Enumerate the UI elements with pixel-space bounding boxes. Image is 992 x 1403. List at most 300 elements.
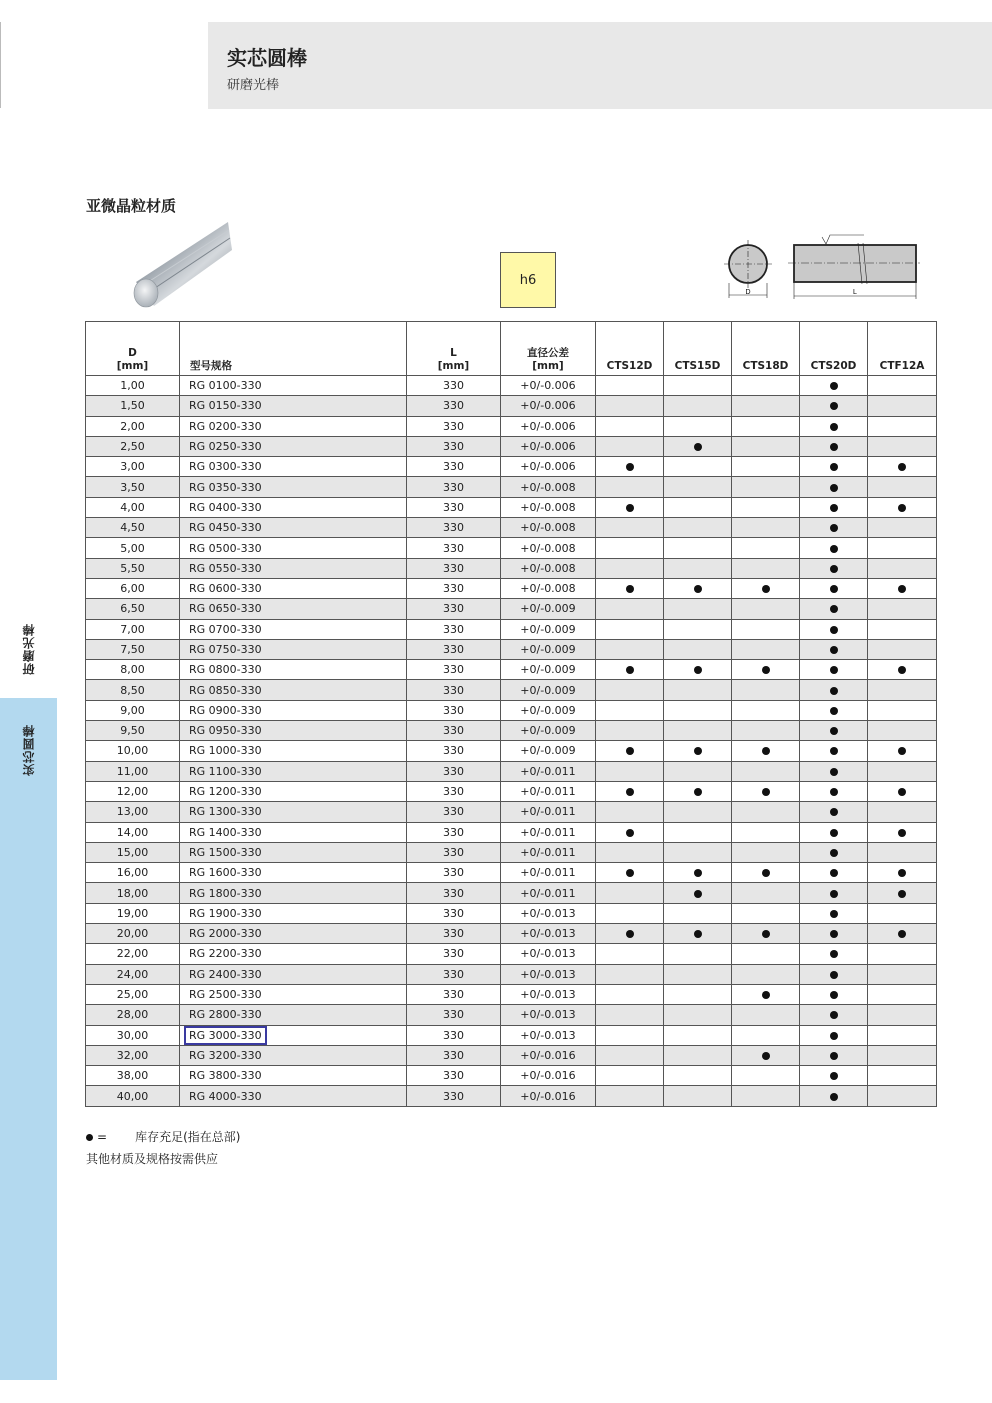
cell-diameter: 6,50 bbox=[86, 599, 180, 619]
model-number: RG 0950-330 bbox=[189, 724, 262, 738]
cell-model bbox=[180, 1086, 407, 1106]
table-row bbox=[86, 578, 937, 598]
cell-tolerance: +0/-0.013 bbox=[501, 903, 596, 923]
table-row bbox=[86, 436, 937, 456]
cell-grade-availability bbox=[732, 964, 800, 984]
cell-length: 330 bbox=[407, 1066, 501, 1086]
stock-dot-icon bbox=[830, 788, 838, 796]
cell-grade-availability bbox=[800, 1066, 868, 1086]
cell-grade-availability bbox=[868, 863, 937, 883]
cell-model bbox=[180, 660, 407, 680]
cell-grade-availability bbox=[800, 376, 868, 396]
model-number: RG 2200-330 bbox=[189, 947, 262, 961]
cell-tolerance: +0/-0.016 bbox=[501, 1086, 596, 1106]
stock-dot-icon bbox=[830, 524, 838, 532]
cell-diameter: 19,00 bbox=[86, 903, 180, 923]
stock-dot-icon bbox=[898, 829, 906, 837]
cell-tolerance: +0/-0.009 bbox=[501, 639, 596, 659]
cell-diameter: 14,00 bbox=[86, 822, 180, 842]
cell-tolerance: +0/-0.009 bbox=[501, 680, 596, 700]
cell-grade-availability bbox=[868, 1005, 937, 1025]
cell-grade-availability bbox=[800, 944, 868, 964]
table-row bbox=[86, 599, 937, 619]
cell-length: 330 bbox=[407, 964, 501, 984]
cell-grade-availability bbox=[800, 1086, 868, 1106]
cell-grade-availability bbox=[664, 416, 732, 436]
cell-tolerance: +0/-0.009 bbox=[501, 660, 596, 680]
table-row bbox=[86, 1025, 937, 1045]
cell-grade-availability bbox=[800, 700, 868, 720]
cell-grade-availability bbox=[800, 984, 868, 1004]
tolerance-class-box bbox=[500, 252, 556, 308]
cell-length: 330 bbox=[407, 863, 501, 883]
cell-grade-availability bbox=[800, 599, 868, 619]
cell-tolerance: +0/-0.008 bbox=[501, 477, 596, 497]
cell-model bbox=[180, 518, 407, 538]
sidebar-tab-grinding-rod[interactable] bbox=[0, 600, 57, 698]
cell-grade-availability bbox=[868, 883, 937, 903]
cell-tolerance: +0/-0.006 bbox=[501, 436, 596, 456]
cell-grade-availability bbox=[732, 761, 800, 781]
cell-model bbox=[180, 842, 407, 862]
stock-dot-icon bbox=[694, 890, 702, 898]
cell-grade-availability bbox=[868, 639, 937, 659]
table-row bbox=[86, 457, 937, 477]
cell-grade-availability bbox=[800, 822, 868, 842]
cell-grade-availability bbox=[664, 924, 732, 944]
cell-tolerance: +0/-0.008 bbox=[501, 558, 596, 578]
cell-grade-availability bbox=[800, 660, 868, 680]
model-number: RG 2500-330 bbox=[189, 988, 262, 1002]
diameter-dim-label: D bbox=[745, 289, 751, 296]
cell-diameter: 20,00 bbox=[86, 924, 180, 944]
cell-grade-availability bbox=[868, 822, 937, 842]
stock-dot-icon bbox=[626, 747, 634, 755]
stock-dot-icon bbox=[830, 1072, 838, 1080]
cell-grade-availability bbox=[596, 639, 664, 659]
cell-model bbox=[180, 1005, 407, 1025]
cell-grade-availability bbox=[596, 376, 664, 396]
cell-grade-availability bbox=[664, 518, 732, 538]
model-number: RG 0800-330 bbox=[189, 663, 262, 677]
stock-dot-icon bbox=[830, 890, 838, 898]
cell-diameter: 5,50 bbox=[86, 558, 180, 578]
cell-diameter: 30,00 bbox=[86, 1025, 180, 1045]
cell-diameter: 40,00 bbox=[86, 1086, 180, 1106]
cell-model bbox=[180, 903, 407, 923]
cell-grade-availability bbox=[664, 497, 732, 517]
cell-grade-availability bbox=[732, 1025, 800, 1045]
cell-grade-availability bbox=[868, 416, 937, 436]
cell-grade-availability bbox=[732, 497, 800, 517]
cell-grade-availability bbox=[868, 436, 937, 456]
cell-diameter: 2,50 bbox=[86, 436, 180, 456]
cell-grade-availability bbox=[596, 416, 664, 436]
cell-grade-availability bbox=[596, 518, 664, 538]
cell-tolerance: +0/-0.009 bbox=[501, 721, 596, 741]
cell-tolerance: +0/-0.013 bbox=[501, 964, 596, 984]
cell-grade-availability bbox=[596, 842, 664, 862]
table-row bbox=[86, 842, 937, 862]
model-number: RG 0300-330 bbox=[189, 460, 262, 474]
cell-grade-availability bbox=[732, 944, 800, 964]
table-row bbox=[86, 619, 937, 639]
cell-tolerance: +0/-0.011 bbox=[501, 781, 596, 801]
cell-tolerance: +0/-0.006 bbox=[501, 457, 596, 477]
page-header bbox=[208, 22, 992, 109]
cell-tolerance: +0/-0.008 bbox=[501, 518, 596, 538]
table-row bbox=[86, 863, 937, 883]
cell-length: 330 bbox=[407, 619, 501, 639]
table-row bbox=[86, 822, 937, 842]
cell-length: 330 bbox=[407, 802, 501, 822]
stock-dot-icon bbox=[762, 585, 770, 593]
stock-dot-icon bbox=[898, 585, 906, 593]
cell-grade-availability bbox=[732, 416, 800, 436]
cell-grade-availability bbox=[868, 538, 937, 558]
cell-grade-availability bbox=[596, 822, 664, 842]
table-row bbox=[86, 741, 937, 761]
cell-length: 330 bbox=[407, 518, 501, 538]
cell-grade-availability bbox=[596, 863, 664, 883]
cell-tolerance: +0/-0.009 bbox=[501, 741, 596, 761]
table-row bbox=[86, 416, 937, 436]
cell-model bbox=[180, 924, 407, 944]
model-number: RG 1300-330 bbox=[189, 805, 262, 819]
stock-dot-icon bbox=[830, 646, 838, 654]
cell-grade-availability bbox=[664, 863, 732, 883]
cell-model bbox=[180, 578, 407, 598]
cell-diameter: 7,00 bbox=[86, 619, 180, 639]
cell-model bbox=[180, 822, 407, 842]
cell-grade-availability bbox=[596, 477, 664, 497]
cell-diameter: 24,00 bbox=[86, 964, 180, 984]
cell-tolerance: +0/-0.013 bbox=[501, 924, 596, 944]
cell-diameter: 9,50 bbox=[86, 721, 180, 741]
stock-dot-icon bbox=[898, 788, 906, 796]
stock-dot-icon bbox=[830, 626, 838, 634]
cell-grade-availability bbox=[732, 924, 800, 944]
cell-grade-availability bbox=[868, 599, 937, 619]
cell-model bbox=[180, 1045, 407, 1065]
cell-grade-availability bbox=[596, 1025, 664, 1045]
stock-dot-icon bbox=[898, 666, 906, 674]
model-number: RG 0550-330 bbox=[189, 561, 262, 575]
cell-grade-availability bbox=[868, 842, 937, 862]
cell-grade-availability bbox=[800, 416, 868, 436]
cell-grade-availability bbox=[664, 578, 732, 598]
cell-grade-availability bbox=[732, 639, 800, 659]
stock-dot-icon bbox=[830, 605, 838, 613]
cell-grade-availability bbox=[732, 842, 800, 862]
cell-grade-availability bbox=[800, 741, 868, 761]
model-number: RG 0150-330 bbox=[189, 399, 262, 413]
stock-dot-icon bbox=[694, 747, 702, 755]
cell-grade-availability bbox=[868, 497, 937, 517]
col-header-length: L [mm] bbox=[407, 322, 501, 376]
model-number: RG 0200-330 bbox=[189, 419, 262, 433]
cell-grade-availability bbox=[732, 376, 800, 396]
cell-length: 330 bbox=[407, 416, 501, 436]
model-number: RG 1500-330 bbox=[189, 845, 262, 859]
cell-length: 330 bbox=[407, 497, 501, 517]
cell-grade-availability bbox=[664, 538, 732, 558]
table-row bbox=[86, 1066, 937, 1086]
cell-grade-availability bbox=[800, 883, 868, 903]
stock-dot-icon bbox=[830, 727, 838, 735]
cell-grade-availability bbox=[664, 903, 732, 923]
cell-grade-availability bbox=[732, 558, 800, 578]
cell-diameter: 10,00 bbox=[86, 741, 180, 761]
cell-length: 330 bbox=[407, 781, 501, 801]
model-number: RG 1000-330 bbox=[189, 744, 262, 758]
cell-grade-availability bbox=[732, 984, 800, 1004]
cell-length: 330 bbox=[407, 761, 501, 781]
model-number: RG 1800-330 bbox=[189, 886, 262, 900]
model-number: RG 1900-330 bbox=[189, 906, 262, 920]
cell-diameter: 8,00 bbox=[86, 660, 180, 680]
cell-grade-availability bbox=[868, 721, 937, 741]
cell-diameter: 9,00 bbox=[86, 700, 180, 720]
sidebar bbox=[0, 600, 57, 1380]
stock-dot-icon bbox=[830, 808, 838, 816]
cell-grade-availability bbox=[596, 984, 664, 1004]
cell-grade-availability bbox=[800, 903, 868, 923]
cell-grade-availability bbox=[732, 1066, 800, 1086]
cell-tolerance: +0/-0.009 bbox=[501, 619, 596, 639]
table-row bbox=[86, 1086, 937, 1106]
model-number: RG 0900-330 bbox=[189, 703, 262, 717]
cell-grade-availability bbox=[664, 639, 732, 659]
cell-length: 330 bbox=[407, 1005, 501, 1025]
cell-grade-availability bbox=[800, 863, 868, 883]
cell-grade-availability bbox=[732, 1086, 800, 1106]
cell-grade-availability bbox=[732, 518, 800, 538]
model-number: RG 0750-330 bbox=[189, 643, 262, 656]
stock-dot-icon bbox=[830, 971, 838, 979]
table-header-row bbox=[86, 322, 937, 376]
stock-dot-icon bbox=[830, 484, 838, 492]
sidebar-tab-solid-rod[interactable] bbox=[0, 698, 57, 1380]
cell-grade-availability bbox=[732, 599, 800, 619]
cell-grade-availability bbox=[664, 1086, 732, 1106]
model-number: RG 1600-330 bbox=[189, 866, 262, 880]
cell-grade-availability bbox=[664, 741, 732, 761]
model-number: RG 0400-330 bbox=[189, 500, 262, 514]
cell-diameter: 6,00 bbox=[86, 578, 180, 598]
page-subtitle: 研磨光棒 bbox=[227, 78, 280, 93]
cell-tolerance: +0/-0.013 bbox=[501, 984, 596, 1004]
cell-diameter: 11,00 bbox=[86, 761, 180, 781]
cell-grade-availability bbox=[596, 436, 664, 456]
cell-grade-availability bbox=[596, 1005, 664, 1025]
cell-length: 330 bbox=[407, 660, 501, 680]
cell-length: 330 bbox=[407, 639, 501, 659]
cell-grade-availability bbox=[800, 721, 868, 741]
cell-tolerance: +0/-0.011 bbox=[501, 863, 596, 883]
stock-dot-icon bbox=[694, 869, 702, 877]
cell-grade-availability bbox=[664, 761, 732, 781]
cell-grade-availability bbox=[596, 619, 664, 639]
col-header-cts20d: CTS20D bbox=[800, 322, 868, 376]
cell-diameter: 38,00 bbox=[86, 1066, 180, 1086]
cell-grade-availability bbox=[800, 964, 868, 984]
stock-dot-icon bbox=[694, 666, 702, 674]
stock-dot-icon bbox=[762, 930, 770, 938]
cell-grade-availability bbox=[868, 1025, 937, 1045]
cell-grade-availability bbox=[800, 457, 868, 477]
cell-grade-availability bbox=[732, 680, 800, 700]
stock-dot-icon bbox=[830, 402, 838, 410]
cell-length: 330 bbox=[407, 396, 501, 416]
cell-grade-availability bbox=[868, 802, 937, 822]
cell-grade-availability bbox=[868, 680, 937, 700]
cell-length: 330 bbox=[407, 924, 501, 944]
cell-grade-availability bbox=[732, 802, 800, 822]
cell-grade-availability bbox=[868, 578, 937, 598]
model-number: RG 0350-330 bbox=[189, 480, 262, 494]
table-row bbox=[86, 964, 937, 984]
cell-length: 330 bbox=[407, 842, 501, 862]
cell-diameter: 28,00 bbox=[86, 1005, 180, 1025]
cell-diameter: 8,50 bbox=[86, 680, 180, 700]
cell-grade-availability bbox=[868, 396, 937, 416]
model-number: RG 0700-330 bbox=[189, 622, 262, 636]
stock-dot-icon bbox=[762, 666, 770, 674]
cell-length: 330 bbox=[407, 822, 501, 842]
cell-tolerance: +0/-0.016 bbox=[501, 1045, 596, 1065]
model-number: RG 0250-330 bbox=[189, 440, 262, 454]
stock-dot-icon bbox=[830, 991, 838, 999]
stock-dot-icon bbox=[830, 1032, 838, 1040]
cell-grade-availability bbox=[732, 457, 800, 477]
cell-grade-availability bbox=[596, 396, 664, 416]
table-row bbox=[86, 700, 937, 720]
cell-grade-availability bbox=[868, 964, 937, 984]
stock-dot-icon bbox=[898, 747, 906, 755]
stock-dot-icon bbox=[898, 504, 906, 512]
stock-dot-icon bbox=[830, 930, 838, 938]
stock-dot-icon bbox=[830, 687, 838, 695]
cell-grade-availability bbox=[800, 802, 868, 822]
length-dim-label: L bbox=[853, 289, 857, 296]
cell-model bbox=[180, 639, 407, 659]
stock-dot-icon bbox=[762, 747, 770, 755]
table-row bbox=[86, 558, 937, 578]
cell-grade-availability bbox=[732, 822, 800, 842]
cell-grade-availability bbox=[664, 984, 732, 1004]
cell-grade-availability bbox=[800, 1045, 868, 1065]
cell-grade-availability bbox=[732, 1005, 800, 1025]
cell-grade-availability bbox=[868, 984, 937, 1004]
table-row bbox=[86, 1005, 937, 1025]
cell-model bbox=[180, 721, 407, 741]
cell-grade-availability bbox=[664, 457, 732, 477]
stock-dot-icon bbox=[898, 890, 906, 898]
cell-tolerance: +0/-0.011 bbox=[501, 883, 596, 903]
stock-dot-icon bbox=[830, 707, 838, 715]
cell-grade-availability bbox=[664, 1066, 732, 1086]
cell-grade-availability bbox=[800, 396, 868, 416]
col-header-diameter: D [mm] bbox=[86, 322, 180, 376]
cell-grade-availability bbox=[800, 781, 868, 801]
cell-grade-availability bbox=[664, 944, 732, 964]
stock-dot-icon bbox=[830, 463, 838, 471]
table-row bbox=[86, 944, 937, 964]
cell-model bbox=[180, 416, 407, 436]
cell-length: 330 bbox=[407, 903, 501, 923]
cell-grade-availability bbox=[596, 944, 664, 964]
legend-note bbox=[86, 1128, 240, 1145]
cell-grade-availability bbox=[596, 599, 664, 619]
cell-model bbox=[180, 497, 407, 517]
cell-grade-availability bbox=[732, 538, 800, 558]
cell-diameter: 3,00 bbox=[86, 457, 180, 477]
model-number: RG 0450-330 bbox=[189, 521, 262, 535]
cell-model bbox=[180, 436, 407, 456]
cell-grade-availability bbox=[664, 376, 732, 396]
cell-length: 330 bbox=[407, 457, 501, 477]
table-body bbox=[86, 376, 937, 1107]
stock-dot-icon bbox=[830, 545, 838, 553]
cell-grade-availability bbox=[868, 944, 937, 964]
model-number: RG 3800-330 bbox=[189, 1069, 262, 1083]
cell-diameter: 12,00 bbox=[86, 781, 180, 801]
cell-grade-availability bbox=[596, 883, 664, 903]
cell-tolerance: +0/-0.006 bbox=[501, 416, 596, 436]
cell-tolerance: +0/-0.013 bbox=[501, 1005, 596, 1025]
cell-diameter: 5,00 bbox=[86, 538, 180, 558]
cell-model bbox=[180, 984, 407, 1004]
cell-model bbox=[180, 741, 407, 761]
cell-tolerance: +0/-0.011 bbox=[501, 822, 596, 842]
cell-grade-availability bbox=[868, 903, 937, 923]
stock-dot-icon bbox=[830, 747, 838, 755]
col-header-model: 型号规格 bbox=[180, 322, 407, 376]
cell-length: 330 bbox=[407, 436, 501, 456]
stock-dot-icon bbox=[898, 930, 906, 938]
cell-length: 330 bbox=[407, 680, 501, 700]
table-row bbox=[86, 1045, 937, 1065]
cell-length: 330 bbox=[407, 1025, 501, 1045]
cell-grade-availability bbox=[868, 619, 937, 639]
cell-grade-availability bbox=[868, 376, 937, 396]
cell-grade-availability bbox=[732, 477, 800, 497]
col-header-ctf12a: CTF12A bbox=[868, 322, 937, 376]
model-number: RG 2400-330 bbox=[189, 967, 262, 981]
model-number: RG 1100-330 bbox=[189, 764, 262, 778]
cell-grade-availability bbox=[596, 741, 664, 761]
cell-tolerance: +0/-0.011 bbox=[501, 802, 596, 822]
cell-model bbox=[180, 680, 407, 700]
stock-dot-icon bbox=[898, 463, 906, 471]
table-row bbox=[86, 781, 937, 801]
cell-grade-availability bbox=[800, 538, 868, 558]
cell-grade-availability bbox=[800, 1025, 868, 1045]
cell-grade-availability bbox=[664, 660, 732, 680]
cell-diameter: 22,00 bbox=[86, 944, 180, 964]
stock-dot-icon bbox=[830, 1093, 838, 1101]
cell-grade-availability bbox=[800, 924, 868, 944]
cell-grade-availability bbox=[596, 680, 664, 700]
cell-grade-availability bbox=[664, 558, 732, 578]
model-number: RG 1400-330 bbox=[189, 825, 262, 839]
cell-diameter: 25,00 bbox=[86, 984, 180, 1004]
dimension-drawing bbox=[722, 232, 922, 302]
cell-grade-availability bbox=[664, 842, 732, 862]
cell-grade-availability bbox=[596, 1045, 664, 1065]
cell-grade-availability bbox=[596, 781, 664, 801]
